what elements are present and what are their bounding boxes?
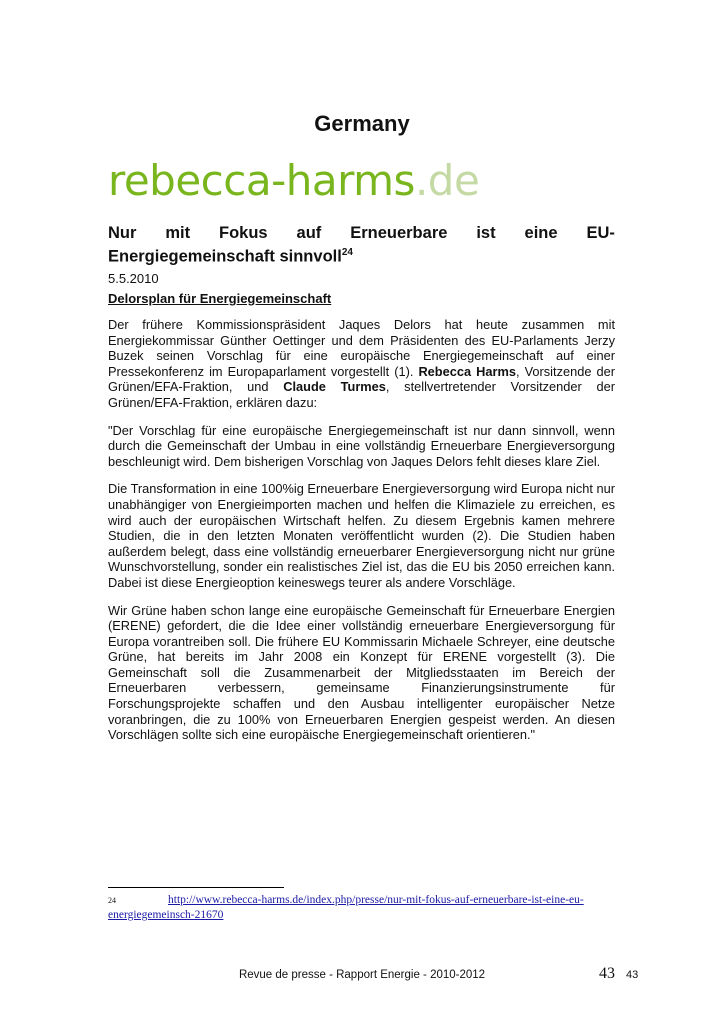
- rebecca-harms-logo[interactable]: [108, 156, 480, 205]
- title-word: mit: [165, 224, 191, 242]
- title-word: Erneuerbare: [350, 224, 448, 242]
- article-title: [108, 223, 615, 267]
- intro-text-c: , stellvertretender Vorsitzender der Grünen/EFA-Fraktion, erklären dazu:: [108, 379, 615, 410]
- title-word: auf: [296, 224, 322, 242]
- intro-text-a: Der frühere Kommissionspräsident Jaques Delors hat heute zusammen mit Energiekommissar Günther Oettinger und dem Präsidenten des EU-Parlaments Jerzy Buzek seinen Vorschlag für eine europäische Energiegemeinschaft auf einer Pressekonferenz im Europaparlament vorgestellt (1).: [108, 317, 615, 379]
- title-word: ist: [476, 224, 496, 242]
- article-subheading: Delorsplan für Energiegemeinschaft: [108, 291, 332, 306]
- article-title-line1: [108, 223, 615, 243]
- logo-tld-text: .de: [414, 156, 480, 205]
- person-name-harms: Rebecca Harms: [418, 363, 516, 379]
- logo-brand-text: rebecca-harms: [108, 156, 415, 205]
- paragraph-intro: [108, 317, 615, 411]
- footer-text: Revue de presse - Rapport Energie - 2010-2012: [238, 969, 486, 981]
- intro-text-b: , Vorsitzende der Grünen/EFA-Fraktion, und: [108, 363, 615, 395]
- title-word: Fokus: [219, 224, 268, 242]
- footnote-link[interactable]: http://www.rebecca-harms.de/index.php/presse/nur-mit-fokus-auf-erneuerbare-ist-eine-eu-energiegemeinsch-21670: [108, 894, 584, 921]
- article-title-line2: [108, 243, 615, 267]
- title-line2-text: Energiegemeinschaft sinnvoll: [108, 247, 342, 266]
- title-word: EU-: [586, 224, 615, 242]
- paragraph-quote-3: Wir Grüne haben schon lange eine europäische Gemeinschaft für Erneuerbare Energien (ERENE) gefordert, die die Idee einer vollständig erneuerbare Energieversorgung für Europa vorantreiben soll. Die frühere EU Kommissarin Michaele Schreyer, eine deutsche Grüne, hat bereits im Jahr 2008 ein Konzept für ERENE vorgestellt (3). Die Gemeinschaft soll die Zusammenarbeit der Mitgliedsstaaten im Bereich der Erneuerbaren verbessern, gemeinsame Finanzierungsinstrumente für Forschungsprojekte schaffen und den Ausbau intelligenter europäischer Netze voranbringen, die zu 100% von Erneuerbaren Energien gespeist werden. An diesen Vorschlägen sollte sich eine europäische Energiegemeinschaft orientieren.": [108, 602, 615, 743]
- page-number-large: 43: [599, 965, 615, 982]
- footnote-number: 24: [108, 896, 116, 905]
- footnote: [108, 893, 615, 923]
- paragraph-quote-2: Die Transformation in eine 100%ig Erneuerbare Energieversorgung wird Europa nicht nur unabhängiger von Energieimporten machen und helfen die Klimaziele zu erreichen, es wird auch der europäischen Wirtschaft helfen. Zu diesem Ergebnis kamen mehrere Studien, die in den letzten Monaten veröffentlicht wurden (2). Die Studien haben außerdem belegt, dass eine vollständig erneuerbarer Energieversorgung nicht nur grüne Wunschvorstellung, sonder ein realistisches Ziel ist, das die EU bis 2050 erreichen kann. Dabei ist diese Energieoption keineswegs teurer als andere Vorschläge.: [108, 481, 615, 590]
- title-word: eine: [524, 224, 558, 242]
- person-name-turmes: Claude Turmes: [283, 379, 386, 395]
- paragraph-quote-1: "Der Vorschlag für eine europäische Energiegemeinschaft ist nur dann sinnvoll, wenn durch die Gemeinschaft der Umbau in eine vollständig Erneuerbare Energieversorgung beschleunigt wird. Dem bisherigen Vorschlag von Jaques Delors fehlt dieses klare Ziel.: [108, 422, 615, 469]
- footnote-divider: [108, 887, 284, 888]
- page-number-small: 43: [626, 969, 639, 981]
- title-word: Nur: [108, 224, 137, 242]
- article-body: [108, 317, 615, 755]
- article-date: 5.5.2010: [108, 271, 159, 286]
- page-title: Germany: [314, 111, 410, 136]
- title-footnote-ref[interactable]: 24: [341, 247, 353, 258]
